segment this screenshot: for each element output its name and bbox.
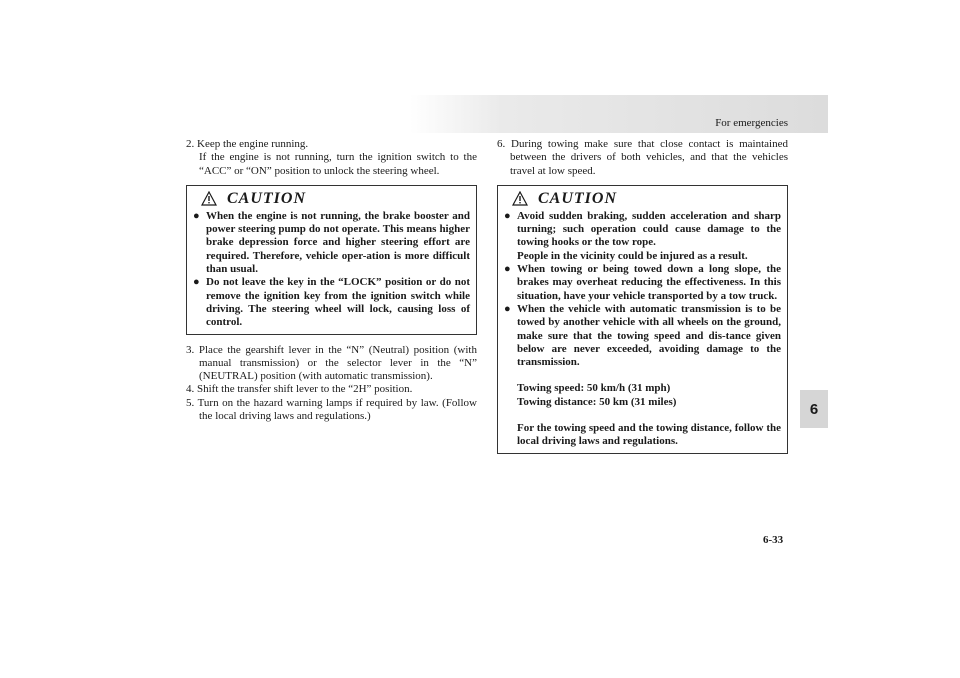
caution-title: CAUTION <box>538 189 618 207</box>
warning-triangle-icon <box>512 191 528 206</box>
caution-bullet: ● Do not leave the key in the “LOCK” position or do not remove the ignition key from the ignition switch while driving. The steering wheel will lock, causing loss of control. <box>193 276 470 329</box>
step-2 <box>186 138 477 178</box>
caution-header <box>193 189 470 209</box>
caution-header <box>504 189 781 209</box>
bullet-text-line: People in the vicinity could be injured as a result. <box>517 249 748 262</box>
bullet-text-line: When the vehicle with automatic transmission is to be towed by another vehicle with all wheels on the ground, make sure that the towing speed and dis-tance given below are never exceeded, avoiding damage to the transmission. <box>517 302 781 369</box>
caution-box-left <box>186 185 477 335</box>
chapter-number: 6 <box>809 400 819 418</box>
left-column <box>186 138 477 423</box>
caution-title: CAUTION <box>227 189 307 207</box>
section-title: For emergencies <box>715 117 788 129</box>
caution-bullet: ● When the engine is not running, the brake booster and power steering pump do not operate. This means higher brake depression force and higher steering effort are required. Therefore, vehicle oper-ation is more difficult than usual. <box>193 209 470 276</box>
caution-bullet <box>504 210 781 263</box>
towing-final-note: For the towing speed and the towing distance, follow the local driving laws and regulations. <box>517 422 781 448</box>
steps-block <box>186 344 477 424</box>
step-6: 6. During towing make sure that close contact is maintained between the drivers of both vehicles, and that the vehicles travel at low speed. <box>497 138 788 177</box>
page-number: 6-33 <box>763 534 784 546</box>
right-column <box>497 138 788 454</box>
bullet-dot-icon: ● <box>193 276 200 289</box>
bullet-dot-icon: ● <box>504 209 511 222</box>
bullet-dot-icon: ● <box>504 302 511 315</box>
step-2-heading: 2. Keep the engine running. <box>186 138 309 150</box>
step-3: 3. Place the gearshift lever in the “N” (Neutral) position (with manual transmission) or the selector lever in the “N” (NEUTRAL) position (with automatic transmission). <box>186 343 477 383</box>
towing-speed: Towing speed: 50 km/h (31 mph) <box>517 382 671 395</box>
caution-bullet <box>504 303 781 449</box>
caution-bullet: ● When towing or being towed down a long slope, the brakes may overheat reducing the effectiveness. In this situation, have your vehicle transported by a tow truck. <box>504 263 781 302</box>
warning-triangle-icon <box>201 191 217 206</box>
bullet-text-line: Avoid sudden braking, sudden acceleration and sharp turning; such operation could cause damage to the towing hooks or the tow rope. <box>517 209 781 249</box>
chapter-tab <box>800 390 828 428</box>
step-2-detail: If the engine is not running, turn the ignition switch to the “ACC” or “ON” position to unlock the steering wheel. <box>199 151 477 177</box>
bullet-dot-icon: ● <box>193 209 200 222</box>
bullet-dot-icon: ● <box>504 263 511 276</box>
step-4: 4. Shift the transfer shift lever to the “2H” position. <box>186 383 413 396</box>
step-5: 5. Turn on the hazard warning lamps if required by law. (Follow the local driving laws and regulations.) <box>186 396 477 423</box>
towing-distance: Towing distance: 50 km (31 miles) <box>517 395 677 408</box>
caution-box-right <box>497 185 788 454</box>
